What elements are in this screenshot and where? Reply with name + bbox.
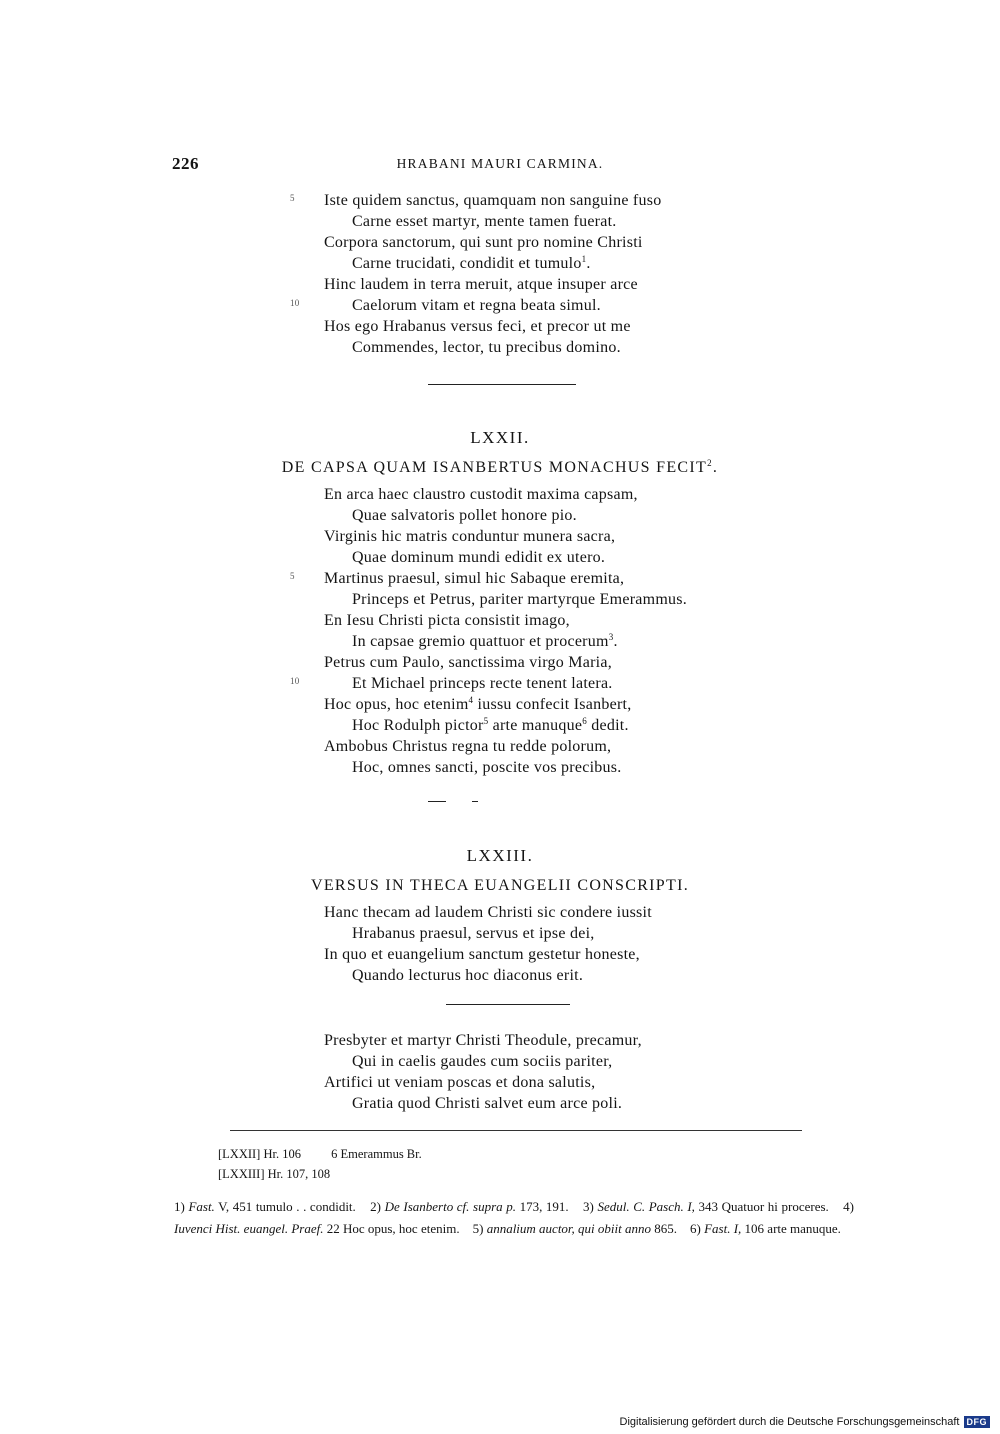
verse-text: Hoc, omnes sancti, poscite vos precibus. [352, 759, 622, 776]
verse-line [0, 757, 1000, 778]
verse-text: Et Michael princeps recte tenent latera. [352, 675, 613, 692]
verse-line [0, 316, 1000, 337]
apparatus-row [218, 1144, 422, 1164]
verse-line [0, 1072, 1000, 1093]
verse-text: Carne trucidati, condidit et tumulo$^1$. [352, 254, 591, 272]
verse-text: Quando lecturus hoc diaconus erit. [352, 967, 584, 984]
verse-text: Hrabanus praesul, servus et ipse dei, [352, 925, 595, 942]
verse-text: Petrus cum Paulo, sanctissima virgo Maria, [324, 654, 612, 671]
funding-footer [620, 1416, 990, 1428]
footnotes [174, 1196, 854, 1240]
verse-text: Virginis hic matris conduntur munera sacra, [324, 528, 616, 545]
verse-line [0, 337, 1000, 358]
apparatus-row [218, 1164, 422, 1184]
verse-line [0, 965, 1000, 986]
faint-divider-left [428, 801, 446, 802]
page-number: 226 [172, 154, 199, 173]
verse-line [0, 694, 1000, 715]
verse-line [0, 274, 1000, 295]
dfg-logo-icon: DFG [964, 1416, 991, 1428]
verse-text: Hinc laudem in terra meruit, atque insuper arce [324, 276, 638, 293]
poem-lxxii [0, 484, 1000, 778]
footnote-marker: 3 [608, 632, 614, 642]
footnote-marker: 1 [581, 254, 587, 264]
verse-line [0, 547, 1000, 568]
poem-continuation [0, 190, 1000, 358]
section-title [0, 459, 1000, 477]
running-head: HRABANI MAURI CARMINA. [396, 156, 604, 171]
verse-text: Princeps et Petrus, pariter martyrque Emerammus. [352, 591, 688, 608]
line-number: 10 [290, 676, 300, 686]
verse-line [0, 232, 1000, 253]
verse-text: Commendes, lector, tu precibus domino. [352, 339, 621, 356]
verse-line [0, 1051, 1000, 1072]
verse-line [0, 902, 1000, 923]
verse-text: Carne esset martyr, mente tamen fuerat. [352, 213, 617, 230]
footnote-2: 2) De Isanberto cf. supra p. 173, 191. [370, 1199, 569, 1214]
verse-text: Qui in caelis gaudes cum sociis pariter, [352, 1053, 613, 1070]
verse-text: In quo et euangelium sanctum gestetur honeste, [324, 946, 640, 963]
apparatus-rule [230, 1130, 802, 1131]
section-divider [446, 1004, 570, 1005]
section-number: LXXIII. [466, 846, 534, 865]
line-number: 5 [290, 571, 295, 581]
section-title: VERSUS IN THECA EUANGELII CONSCRIPTI. [310, 877, 690, 894]
verse-text: Presbyter et martyr Christi Theodule, precamur, [324, 1032, 642, 1049]
verse-line [0, 923, 1000, 944]
verse-line [0, 589, 1000, 610]
verse-text: Hos ego Hrabanus versus feci, et precor ut me [324, 318, 631, 335]
verse-text: In capsae gremio quattuor et procerum$^3$. [352, 632, 618, 650]
footnote-5: 5) annalium auctor, qui obiit anno 865. [472, 1221, 677, 1236]
verse-line [0, 526, 1000, 547]
verse-text: Hanc thecam ad laudem Christi sic condere iussit [324, 904, 652, 921]
footnote-marker: 6 [582, 716, 587, 726]
verse-line [0, 631, 1000, 652]
verse-text: Artifici ut veniam poscas et dona salutis, [324, 1074, 596, 1091]
faint-divider-right [472, 801, 478, 802]
verse-line [0, 673, 1000, 694]
verse-line [0, 568, 1000, 589]
verse-text: En arca haec claustro custodit maxima capsam, [324, 486, 638, 503]
verse-text: Corpora sanctorum, qui sunt pro nomine Christi [324, 234, 643, 251]
apparatus-tag: [LXXIII] Hr. 107, 108 [218, 1167, 331, 1181]
verse-line [0, 1093, 1000, 1114]
critical-apparatus [218, 1144, 422, 1184]
section-title-punct: . [712, 459, 719, 476]
apparatus-tag: [LXXII] Hr. 106 [218, 1147, 301, 1161]
verse-line [0, 652, 1000, 673]
verse-text: Hoc opus, hoc etenim$^4$ iussu confecit Isanbert, [324, 695, 632, 713]
verse-text: Gratia quod Christi salvet eum arce poli. [352, 1095, 623, 1112]
verse-text: Quae salvatoris pollet honore pio. [352, 507, 577, 524]
page-header [0, 154, 1000, 178]
verse-line [0, 715, 1000, 736]
footnote-marker: 4 [468, 695, 474, 705]
verse-text: Caelorum vitam et regna beata simul. [352, 297, 601, 314]
footnote-1: 1) Fast. V, 451 tumulo . . condidit. [174, 1199, 356, 1214]
verse-text: Hoc Rodulph pictor$^5$ arte manuque$^6$ dedit. [352, 716, 629, 734]
verse-text: En Iesu Christi picta consistit imago, [324, 612, 570, 629]
section-divider [428, 384, 576, 385]
footnote-4: 4) Iuvenci Hist. euangel. Praef. 22 Hoc opus, hoc etenim. [174, 1199, 855, 1236]
verse-line [0, 736, 1000, 757]
poem-lxxiii [0, 902, 1000, 986]
footnote-marker: 2 [707, 458, 713, 468]
verse-text: Quae dominum mundi edidit ex utero. [352, 549, 606, 566]
verse-line [0, 944, 1000, 965]
verse-line [0, 484, 1000, 505]
line-number: 10 [290, 298, 300, 308]
verse-line [0, 505, 1000, 526]
verse-line [0, 295, 1000, 316]
verse-line [0, 610, 1000, 631]
verse-text: Iste quidem sanctus, quamquam non sanguine fuso [324, 192, 662, 209]
apparatus-note: 6 Emerammus Br. [331, 1147, 422, 1161]
section-number: LXXII. [470, 428, 530, 447]
line-number: 5 [290, 193, 295, 203]
footnote-3: 3) Sedul. C. Pasch. I, 343 Quatuor hi proceres. [583, 1199, 829, 1214]
verse-text: Ambobus Christus regna tu redde polorum, [324, 738, 612, 755]
verse-text: Martinus praesul, simul hic Sabaque eremita, [324, 570, 625, 587]
verse-line [0, 1030, 1000, 1051]
footnote-6: 6) Fast. I, 106 arte manuque. [690, 1221, 841, 1236]
verse-line [0, 211, 1000, 232]
poem-lxxiii-second [0, 1030, 1000, 1114]
verse-line [0, 253, 1000, 274]
section-title-text: DE CAPSA QUAM ISANBERTUS MONACHUS FECIT [281, 459, 708, 476]
verse-line [0, 190, 1000, 211]
footnote-marker: 5 [483, 716, 489, 726]
funding-text: Digitalisierung gefördert durch die Deutsche Forschungsgemeinschaft [619, 1416, 960, 1428]
